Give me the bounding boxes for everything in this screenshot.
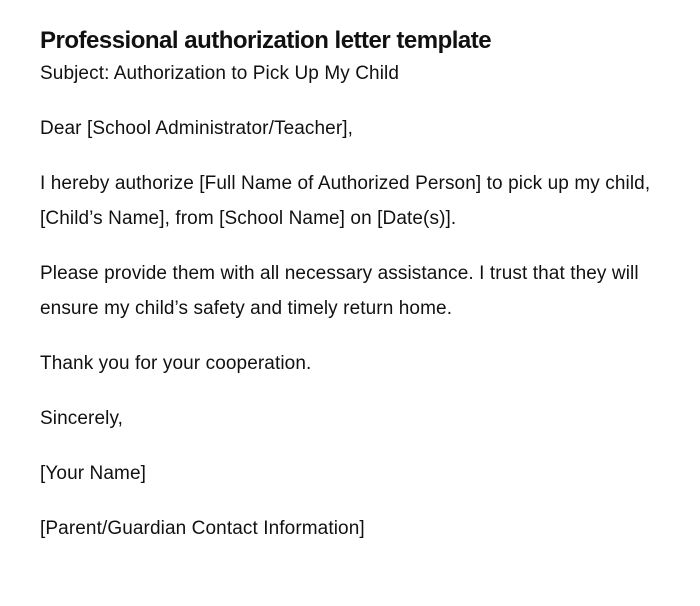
closing-line: Sincerely, (40, 408, 124, 429)
page-title: Professional authorization letter template (40, 27, 492, 54)
authorization-paragraph: I hereby authorize [Full Name of Authorized Person] to pick up my child, [Child’s Name], from [School Name] on [Date(s)]. (40, 173, 651, 229)
assistance-paragraph: Please provide them with all necessary assistance. I trust that they will ensure my child’s safety and timely return home. (40, 263, 639, 319)
salutation: Dear [School Administrator/Teacher], (40, 118, 354, 139)
subject-line: Subject: Authorization to Pick Up My Child (40, 63, 400, 84)
signature-name: [Your Name] (40, 463, 147, 484)
letter-document (40, 24, 670, 566)
thanks-line: Thank you for your cooperation. (40, 353, 312, 374)
contact-information: [Parent/Guardian Contact Information] (40, 518, 365, 539)
